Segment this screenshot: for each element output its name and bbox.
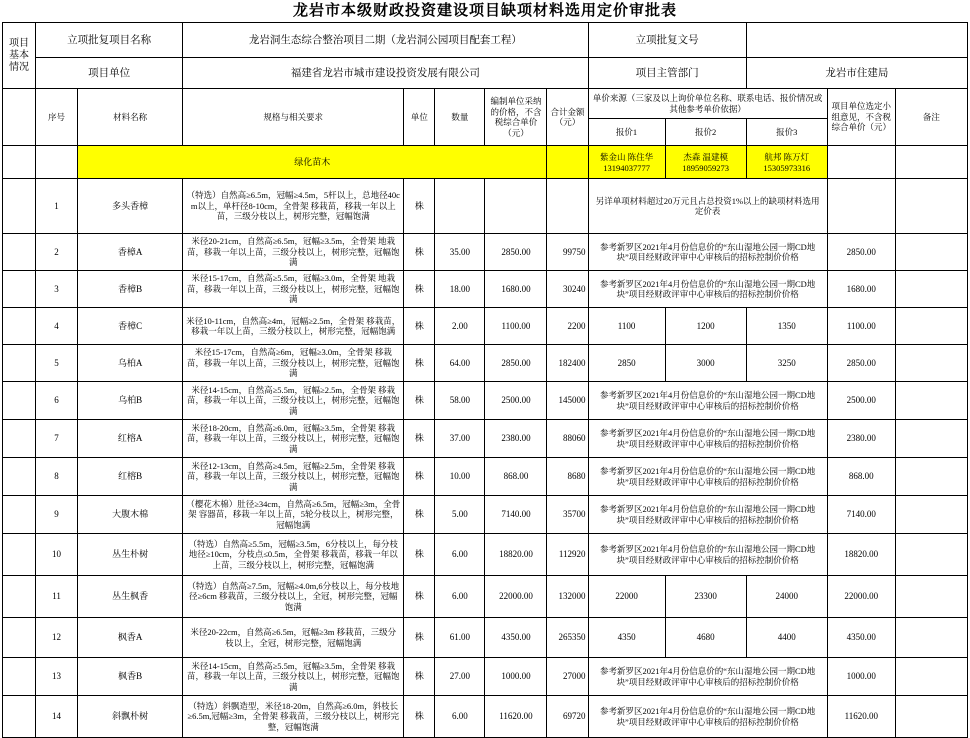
group-col-cell xyxy=(3,420,36,458)
table-row xyxy=(3,308,968,345)
vendor2-name: 杰森 温建模 xyxy=(683,151,728,162)
material-name-cell: 香樟A xyxy=(78,234,183,271)
selected-price-cell: 1100.00 xyxy=(827,308,895,345)
group-col-cell xyxy=(3,658,36,696)
group-col-cell xyxy=(3,576,36,618)
price-cell: 18820.00 xyxy=(485,534,547,576)
selected-price-cell: 2850.00 xyxy=(827,345,895,382)
qty-cell xyxy=(435,179,485,234)
remark-cell xyxy=(895,534,967,576)
price-cell: 1680.00 xyxy=(485,271,547,308)
selected-price-cell: 22000.00 xyxy=(827,576,895,618)
spec-cell: 米径18-20cm，自然高≥6.0m，冠幅≥3.5m，全骨架 移栽苗，移栽一年以上苗，三级分枝以上，树形完整，冠幅饱满 xyxy=(183,420,404,458)
project-basic-info-label: 项目基本情况 xyxy=(3,23,36,89)
selected-price-cell: 11620.00 xyxy=(827,696,895,738)
material-name-cell: 乌柏A xyxy=(78,345,183,382)
source-note-cell: 参考新罗区2021年4月份信息价的“东山湿地公园一期CD地块”项目经财政评审中心审核后的招标控制价价格 xyxy=(588,458,827,496)
category-total-cell xyxy=(547,146,588,179)
remark-cell xyxy=(895,271,967,308)
remark-cell xyxy=(895,179,967,234)
table-row xyxy=(3,658,968,696)
material-name-cell: 乌柏B xyxy=(78,382,183,420)
col-remark: 备注 xyxy=(895,89,967,146)
vendor3-phone: 15305973316 xyxy=(763,162,811,173)
selected-price-cell xyxy=(827,179,895,234)
price-cell: 7140.00 xyxy=(485,496,547,534)
col-quote3: 报价3 xyxy=(746,119,827,146)
qty-cell: 64.00 xyxy=(435,345,485,382)
vendor1-cell xyxy=(588,146,665,179)
source-note-cell: 另详单项材料超过20万元且占总投资1%以上的缺项材料选用定价表 xyxy=(588,179,827,234)
group-col-cell xyxy=(3,534,36,576)
price-cell: 2850.00 xyxy=(485,345,547,382)
source-note-cell: 参考新罗区2021年4月份信息价的“东山湿地公园一期CD地块”项目经财政评审中心审核后的招标控制价价格 xyxy=(588,271,827,308)
seq-cell: 11 xyxy=(36,576,78,618)
project-unit-label: 项目单位 xyxy=(36,58,183,89)
unit-cell: 株 xyxy=(404,179,435,234)
qty-cell: 61.00 xyxy=(435,618,485,658)
price-cell: 2850.00 xyxy=(485,234,547,271)
spec-cell: （特选）自然高≥7.5m，冠幅≥4.0m,6分枝以上，每分枝地径≥6cm 移栽苗，三级分枝以上，全冠，树形完整，冠幅饱满 xyxy=(183,576,404,618)
source-note-cell: 参考新罗区2021年4月份信息价的“东山湿地公园一期CD地块”项目经财政评审中心审核后的招标控制价价格 xyxy=(588,658,827,696)
qty-cell: 10.00 xyxy=(435,458,485,496)
spec-cell: （樱花木棉）肚径≥34cm，自然高≥6.5m，冠幅≥3m，全骨架 容器苗，移栽一年以上苗，5轮分枝以上，树形完整，冠幅饱满 xyxy=(183,496,404,534)
selected-price-cell: 2380.00 xyxy=(827,420,895,458)
spec-cell: （特选）自然高≥6.5m，冠幅≥4.5m，5杆以上，总地径40cm以上，单杆径8-10cm，全骨架 移栽苗，移栽一年以上苗，三级分枝以上，树形完整，冠幅饱满 xyxy=(183,179,404,234)
selected-price-cell: 868.00 xyxy=(827,458,895,496)
vendor2-cell xyxy=(665,146,746,179)
spec-cell: 米径14-15cm，自然高≥5.5m，冠幅≥3.5m，全骨架 移栽苗，移栽一年以上苗，三级分枝以上，树形完整，冠幅饱满 xyxy=(183,658,404,696)
quote1-cell: 22000 xyxy=(588,576,665,618)
col-quote1: 报价1 xyxy=(588,119,665,146)
qty-cell: 37.00 xyxy=(435,420,485,458)
spec-cell: 米径12-13cm，自然高≥4.5m，冠幅≥2.5m，全骨架 移栽苗，移栽一年以上苗，三级分枝以上，树形完整，冠幅饱满 xyxy=(183,458,404,496)
material-name-cell: 红榕A xyxy=(78,420,183,458)
unit-cell: 株 xyxy=(404,382,435,420)
price-cell: 2500.00 xyxy=(485,382,547,420)
col-price: 编制单位采纳的价格，不含税综合单价（元） xyxy=(485,89,547,146)
remark-cell xyxy=(895,234,967,271)
source-note-cell: 参考新罗区2021年4月份信息价的“东山湿地公园一期CD地块”项目经财政评审中心审核后的招标控制价价格 xyxy=(588,234,827,271)
table-row xyxy=(3,458,968,496)
remark-cell xyxy=(895,308,967,345)
spec-cell: 米径14-15cm，自然高≥5.5m，冠幅≥2.5m，全骨架 移栽苗，移栽一年以上苗，三级分枝以上，树形完整，冠幅饱满 xyxy=(183,382,404,420)
qty-cell: 58.00 xyxy=(435,382,485,420)
qty-cell: 5.00 xyxy=(435,496,485,534)
material-name-cell: 大腹木棉 xyxy=(78,496,183,534)
material-name-cell: 红榕B xyxy=(78,458,183,496)
category-row xyxy=(3,146,968,179)
col-spec: 规格与相关要求 xyxy=(183,89,404,146)
approved-project-name-value: 龙岩洞生态综合整治项目二期（龙岩洞公园项目配套工程） xyxy=(183,23,588,58)
approval-doc-number-label: 立项批复文号 xyxy=(588,23,746,58)
quote3-cell: 4400 xyxy=(746,618,827,658)
approval-doc-number-value xyxy=(746,23,967,58)
col-qty: 数量 xyxy=(435,89,485,146)
table-row xyxy=(3,382,968,420)
vendor3-cell xyxy=(746,146,827,179)
quote1-cell: 2850 xyxy=(588,345,665,382)
table-row xyxy=(3,345,968,382)
unit-cell: 株 xyxy=(404,496,435,534)
table-row xyxy=(3,534,968,576)
spec-cell: 米径10-11cm，自然高≥4m，冠幅≥2.5m，全骨架 移栽苗，移栽一年以上苗，三级分枝以上，树形完整，冠幅饱满 xyxy=(183,308,404,345)
unit-cell: 株 xyxy=(404,534,435,576)
table-row xyxy=(3,420,968,458)
price-cell: 1100.00 xyxy=(485,308,547,345)
supervising-dept-label: 项目主管部门 xyxy=(588,58,746,89)
remark-cell xyxy=(895,382,967,420)
quote3-cell: 3250 xyxy=(746,345,827,382)
source-note-cell: 参考新罗区2021年4月份信息价的“东山湿地公园一期CD地块”项目经财政评审中心审核后的招标控制价价格 xyxy=(588,696,827,738)
qty-cell: 18.00 xyxy=(435,271,485,308)
qty-cell: 2.00 xyxy=(435,308,485,345)
project-unit-value: 福建省龙岩市城市建设投资发展有限公司 xyxy=(183,58,588,89)
group-col-cell xyxy=(3,146,36,179)
seq-cell: 14 xyxy=(36,696,78,738)
vendor3-name: 航邦 陈万灯 xyxy=(764,151,810,162)
source-note-cell: 参考新罗区2021年4月份信息价的“东山湿地公园一期CD地块”项目经财政评审中心审核后的招标控制价价格 xyxy=(588,496,827,534)
seq-cell: 1 xyxy=(36,179,78,234)
quote2-cell: 4680 xyxy=(665,618,746,658)
table-row xyxy=(3,234,968,271)
selected-price-cell xyxy=(827,146,895,179)
supervising-dept-value: 龙岩市住建局 xyxy=(746,58,967,89)
selected-price-cell: 2850.00 xyxy=(827,234,895,271)
price-cell: 4350.00 xyxy=(485,618,547,658)
unit-cell: 株 xyxy=(404,658,435,696)
remark-cell xyxy=(895,696,967,738)
remark-cell xyxy=(895,345,967,382)
total-cell xyxy=(547,179,588,234)
qty-cell: 35.00 xyxy=(435,234,485,271)
vendor1-name: 紫金山 陈住华 xyxy=(599,151,654,162)
vendor1-phone: 13194037777 xyxy=(603,162,650,173)
group-col-cell xyxy=(3,308,36,345)
price-cell: 1000.00 xyxy=(485,658,547,696)
group-col-cell xyxy=(3,696,36,738)
col-unit: 单位 xyxy=(404,89,435,146)
remark-cell xyxy=(895,496,967,534)
vendor2-phone: 18959059273 xyxy=(682,162,729,173)
seq-cell: 12 xyxy=(36,618,78,658)
total-cell: 145000 xyxy=(547,382,588,420)
material-name-cell: 斜飘朴树 xyxy=(78,696,183,738)
selected-price-cell: 18820.00 xyxy=(827,534,895,576)
quote3-cell: 1350 xyxy=(746,308,827,345)
selected-price-cell: 1000.00 xyxy=(827,658,895,696)
total-cell: 132000 xyxy=(547,576,588,618)
approved-project-name-label: 立项批复项目名称 xyxy=(36,23,183,58)
col-quote2: 报价2 xyxy=(665,119,746,146)
total-cell: 27000 xyxy=(547,658,588,696)
price-cell: 2380.00 xyxy=(485,420,547,458)
material-name-cell: 香樟B xyxy=(78,271,183,308)
selected-price-cell: 2500.00 xyxy=(827,382,895,420)
info-row-2 xyxy=(3,58,968,89)
remark-cell xyxy=(895,146,967,179)
quote2-cell: 1200 xyxy=(665,308,746,345)
spec-cell: 米径15-17cm，自然高≥6m，冠幅≥3.0m，全骨架 移栽苗，移栽一年以上苗，三级分枝以上，树形完整，冠幅饱满 xyxy=(183,345,404,382)
quote1-cell: 4350 xyxy=(588,618,665,658)
spec-cell: 米径20-22cm，自然高≥6.5m，冠幅≥3m 移栽苗，三级分枝以上，全冠，树形完整，冠幅饱满 xyxy=(183,618,404,658)
seq-cell: 2 xyxy=(36,234,78,271)
selected-price-cell: 7140.00 xyxy=(827,496,895,534)
total-cell: 8680 xyxy=(547,458,588,496)
seq-cell: 9 xyxy=(36,496,78,534)
info-row-1 xyxy=(3,23,968,58)
unit-cell: 株 xyxy=(404,271,435,308)
total-cell: 69720 xyxy=(547,696,588,738)
seq-cell: 13 xyxy=(36,658,78,696)
price-cell: 22000.00 xyxy=(485,576,547,618)
group-col-cell xyxy=(3,89,36,146)
col-seq: 序号 xyxy=(36,89,78,146)
material-name-cell: 多头香樟 xyxy=(78,179,183,234)
unit-cell: 株 xyxy=(404,308,435,345)
total-cell: 88060 xyxy=(547,420,588,458)
group-col-cell xyxy=(3,496,36,534)
material-name-cell: 香樟C xyxy=(78,308,183,345)
total-cell: 99750 xyxy=(547,234,588,271)
approval-table xyxy=(2,22,968,738)
qty-cell: 6.00 xyxy=(435,696,485,738)
total-cell: 112920 xyxy=(547,534,588,576)
total-cell: 182400 xyxy=(547,345,588,382)
price-cell: 868.00 xyxy=(485,458,547,496)
spec-cell: 米径20-21cm，自然高≥6.5m，冠幅≥3.5m，全骨架 地栽苗，移栽一年以上苗，三级分枝以上，树形完整，冠幅饱满 xyxy=(183,234,404,271)
source-note-cell: 参考新罗区2021年4月份信息价的“东山湿地公园一期CD地块”项目经财政评审中心审核后的招标控制价价格 xyxy=(588,382,827,420)
seq-cell: 7 xyxy=(36,420,78,458)
seq-cell: 3 xyxy=(36,271,78,308)
seq-cell: 6 xyxy=(36,382,78,420)
quote2-cell: 23300 xyxy=(665,576,746,618)
col-material-name: 材料名称 xyxy=(78,89,183,146)
remark-cell xyxy=(895,420,967,458)
material-name-cell: 枫香B xyxy=(78,658,183,696)
table-row xyxy=(3,618,968,658)
source-note-cell: 参考新罗区2021年4月份信息价的“东山湿地公园一期CD地块”项目经财政评审中心审核后的招标控制价价格 xyxy=(588,534,827,576)
total-cell: 265350 xyxy=(547,618,588,658)
unit-cell: 株 xyxy=(404,696,435,738)
col-total: 合计金额（元） xyxy=(547,89,588,146)
header-row-1 xyxy=(3,89,968,119)
selected-price-cell: 1680.00 xyxy=(827,271,895,308)
group-col-cell xyxy=(3,345,36,382)
remark-cell xyxy=(895,618,967,658)
group-col-cell xyxy=(3,234,36,271)
material-name-cell: 丛生枫香 xyxy=(78,576,183,618)
selected-price-cell: 4350.00 xyxy=(827,618,895,658)
remark-cell xyxy=(895,658,967,696)
col-price-source: 单价来源（三家及以上询价单位名称、联系电话、报价情况或其他参考单价依据） xyxy=(588,89,827,119)
table-row xyxy=(3,179,968,234)
table-row xyxy=(3,496,968,534)
group-col-cell xyxy=(3,179,36,234)
seq-cell: 5 xyxy=(36,345,78,382)
unit-cell: 株 xyxy=(404,618,435,658)
seq-cell: 10 xyxy=(36,534,78,576)
qty-cell: 27.00 xyxy=(435,658,485,696)
remark-cell xyxy=(895,458,967,496)
total-cell: 30240 xyxy=(547,271,588,308)
seq-cell xyxy=(36,146,78,179)
total-cell: 2200 xyxy=(547,308,588,345)
group-col-cell xyxy=(3,382,36,420)
remark-cell xyxy=(895,576,967,618)
spec-cell: （特选）斜飘造型，米径18-20m，自然高≥6.0m，斜枝长≥6.5m,冠幅≥3m，全骨架 移栽苗，三级分枝以上，树形完整，冠幅饱满 xyxy=(183,696,404,738)
group-col-cell xyxy=(3,458,36,496)
group-col-cell xyxy=(3,618,36,658)
seq-cell: 8 xyxy=(36,458,78,496)
table-row xyxy=(3,576,968,618)
price-cell: 11620.00 xyxy=(485,696,547,738)
spec-cell: 米径15-17cm，自然高≥5.5m，冠幅≥3.0m，全骨架 地栽苗，移栽一年以上苗，三级分枝以上，树形完整，冠幅饱满 xyxy=(183,271,404,308)
col-selected: 项目单位选定小组意见，不含税综合单价（元） xyxy=(827,89,895,146)
total-cell: 35700 xyxy=(547,496,588,534)
quote1-cell: 1100 xyxy=(588,308,665,345)
material-name-cell: 丛生朴树 xyxy=(78,534,183,576)
price-cell xyxy=(485,179,547,234)
material-name-cell: 枫香A xyxy=(78,618,183,658)
spec-cell: （特选）自然高≥5.5m，冠幅≥3.5m，6分枝以上，每分枝地径≥10cm，分枝点≤0.5m，全骨架 移栽苗，移栽一年以上苗，三级分枝以上，树形完整，冠幅饱满 xyxy=(183,534,404,576)
quote3-cell: 24000 xyxy=(746,576,827,618)
seq-cell: 4 xyxy=(36,308,78,345)
unit-cell: 株 xyxy=(404,234,435,271)
quote2-cell: 3000 xyxy=(665,345,746,382)
unit-cell: 株 xyxy=(404,576,435,618)
source-note-cell: 参考新罗区2021年4月份信息价的“东山湿地公园一期CD地块”项目经财政评审中心审核后的招标控制价价格 xyxy=(588,420,827,458)
qty-cell: 6.00 xyxy=(435,576,485,618)
group-col-cell xyxy=(3,271,36,308)
qty-cell: 6.00 xyxy=(435,534,485,576)
table-row xyxy=(3,271,968,308)
unit-cell: 株 xyxy=(404,345,435,382)
page-title: 龙岩市本级财政投资建设项目缺项材料选用定价审批表 xyxy=(292,3,677,19)
category-label: 绿化苗木 xyxy=(78,146,547,179)
unit-cell: 株 xyxy=(404,420,435,458)
table-row xyxy=(3,696,968,738)
unit-cell: 株 xyxy=(404,458,435,496)
